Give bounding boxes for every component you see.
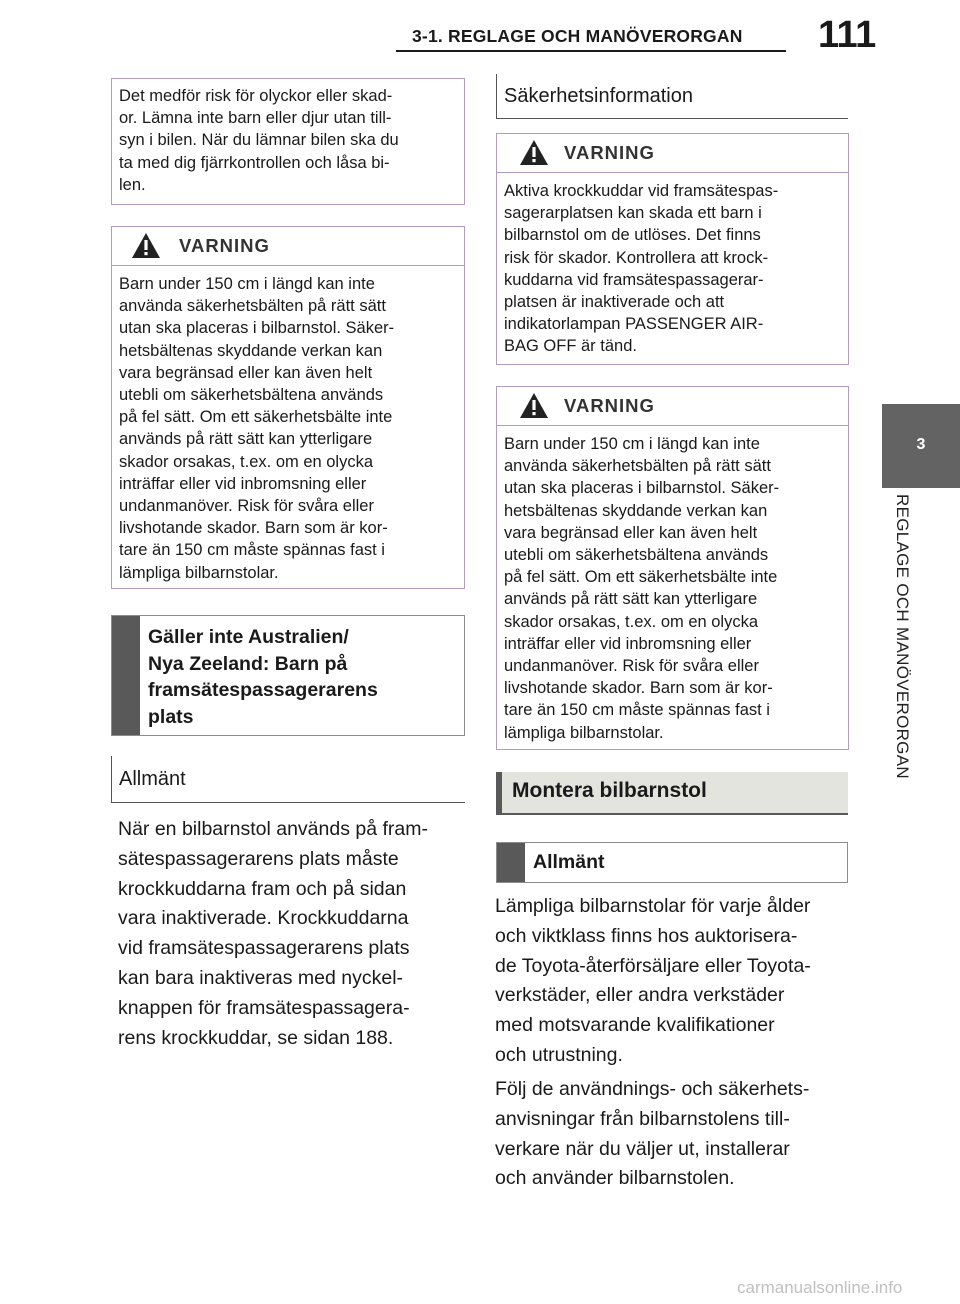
text-line: används på rätt sätt kan ytterligare [504,590,758,609]
text-line: utan ska placeras i bilbarnstol. Säker- [504,479,780,498]
text-line: används på rätt sätt kan ytterligare [119,430,373,449]
text-line: utebli om säkerhetsbältena används [504,546,769,565]
text-line: hetsbältenas skyddande verkan kan [119,341,383,360]
warning-header [112,227,464,266]
text-line: använda säkerhetsbälten på rätt sätt [119,297,386,316]
text-line: utan ska placeras i bilbarnstol. Säker- [119,319,395,338]
text-line: anvisningar från bilbarnstolens till- [495,1107,790,1130]
paragraph-left [118,815,468,1053]
text-line: på fel sätt. Om ett säkerhetsbälte inte [119,408,393,427]
warning-label: VARNING [564,142,655,163]
heading-line: Gäller inte Australien/ [148,626,349,648]
text-line: de Toyota-återförsäljare eller Toyota- [495,954,811,977]
text-line: utebli om säkerhetsbältena används [119,386,384,405]
heading-australia [111,615,465,736]
heading-line: Nya Zeeland: Barn på [148,652,348,675]
text-line: livshotande skador. Barn som är kor- [119,519,388,538]
text-line: hetsbältenas skyddande verkan kan [504,501,768,520]
subheading-general-left [111,756,465,803]
footer-watermark: carmanualsonline.info [737,1278,903,1297]
text-line: tare än 150 cm måste spännas fast i [504,701,770,720]
subheading-safety [496,74,848,119]
text-line: inträffar eller vid inbromsning eller [504,634,752,653]
text-line: vara inaktiverade. Krockkuddarna [118,907,409,930]
warning-box [111,226,465,589]
text-line: kan bara inaktiveras med nyckel- [118,966,404,989]
warning-triangle-icon [519,139,549,166]
warning-triangle-icon [519,392,549,419]
text-line: Följ de användnings- och säkerhets- [495,1078,810,1100]
text-line: undanmanöver. Risk för svåra eller [119,497,374,516]
text-line: skador orsakas, t.ex. om en olycka [119,452,374,471]
text-line: Barn under 150 cm i längd kan inte [119,275,375,293]
text-line: vara begränsad eller kan även helt [119,363,373,382]
text-line: livshotande skador. Barn som är kor- [504,679,773,698]
text-line: lämpliga bilbarnstolar. [504,723,664,742]
text-line: or. Lämna inte barn eller djur utan till- [119,109,392,128]
text-line: Lämpliga bilbarnstolar för varje ålder [495,895,811,917]
text-line: kuddarna vid framsätespassagerar- [504,270,764,289]
heading-install-child-seat [496,772,848,813]
text-line: rens krockkuddar, se sidan 188. [118,1026,394,1049]
text-line: tare än 150 cm måste spännas fast i [119,541,385,560]
subheading-text: Allmänt [119,768,186,790]
warning-header [497,387,848,426]
paragraph-right-2 [495,1075,851,1194]
chapter-title: REGLAGE OCH MANÖVERORGAN [893,494,912,779]
text-line: bilbarnstol om de utlöses. Det finns [504,226,761,245]
chapter-number: 3 [916,436,926,453]
page-number: 111 [818,14,876,56]
text-line: risk för skador. Kontrollera att krock- [504,248,769,267]
intro-note-box [111,78,465,205]
warning-box [496,133,849,365]
warning-header [497,134,848,173]
text-line: verkstäder, eller andra verkstäder [495,984,785,1007]
text-line: sagerarplatsen kan skada ett barn i [504,204,762,223]
text-line: vid framsätespassagerarens plats [118,937,410,960]
text-line: syn i bilen. När du lämnar bilen ska du [119,131,399,150]
text-line: indikatorlampan PASSENGER AIR- [504,315,764,334]
text-line: och viktklass finns hos auktorisera- [495,924,798,947]
text-line: knappen för framsätespassagera- [118,996,410,1019]
heading-line: framsätespassagerarens [148,679,378,701]
text-line: Aktiva krockkuddar vid framsätespas- [504,182,779,200]
text-line: platsen är inaktiverade och att [504,293,725,312]
heading-underline [496,813,848,815]
text-line: vara begränsad eller kan även helt [504,523,758,542]
text-line: undanmanöver. Risk för svåra eller [504,657,759,676]
header-rule [396,50,786,52]
text-line: och använder bilbarnstolen. [495,1167,735,1190]
warning-label: VARNING [564,395,655,416]
text-line: verkare när du väljer ut, installerar [495,1137,790,1160]
paragraph-right-1 [495,892,851,1071]
text-line: När en bilbarnstol används på fram- [118,818,428,840]
text-line: skador orsakas, t.ex. om en olycka [504,612,759,631]
text-line: BAG OFF är tänd. [504,337,637,356]
heading-bar [496,772,502,813]
heading-line: plats [148,705,194,728]
text-line: på fel sätt. Om ett säkerhetsbälte inte [504,568,778,587]
section-title: 3-1. REGLAGE OCH MANÖVERORGAN [412,26,743,46]
heading-bar [112,616,140,735]
text-line: lämpliga bilbarnstolar. [119,563,279,582]
text-line: och utrustning. [495,1043,623,1066]
heading-text: Montera bilbarnstol [512,779,707,802]
text-line: sätespassagerarens plats måste [118,847,399,870]
chapter-tab [882,404,960,488]
warning-label: VARNING [179,235,270,256]
heading-text: Allmänt [533,851,605,873]
text-line: Barn under 150 cm i längd kan inte [504,435,760,453]
heading-bar [497,843,525,882]
warning-triangle-icon [131,232,161,259]
text-line: krockkuddarna fram och på sidan [118,877,407,900]
text-line: med motsvarande kvalifikationer [495,1014,775,1037]
text-line: använda säkerhetsbälten på rätt sätt [504,457,771,476]
text-line: inträffar eller vid inbromsning eller [119,474,367,493]
chapter-title-vertical [890,494,934,854]
heading-general-right [496,842,848,883]
text-line: len. [119,175,146,194]
text-line: Det medför risk för olyckor eller skad- [119,87,393,105]
warning-box [496,386,849,750]
text-line: ta med dig fjärrkontrollen och låsa bi- [119,153,390,172]
subheading-text: Säkerhetsinformation [504,85,693,107]
